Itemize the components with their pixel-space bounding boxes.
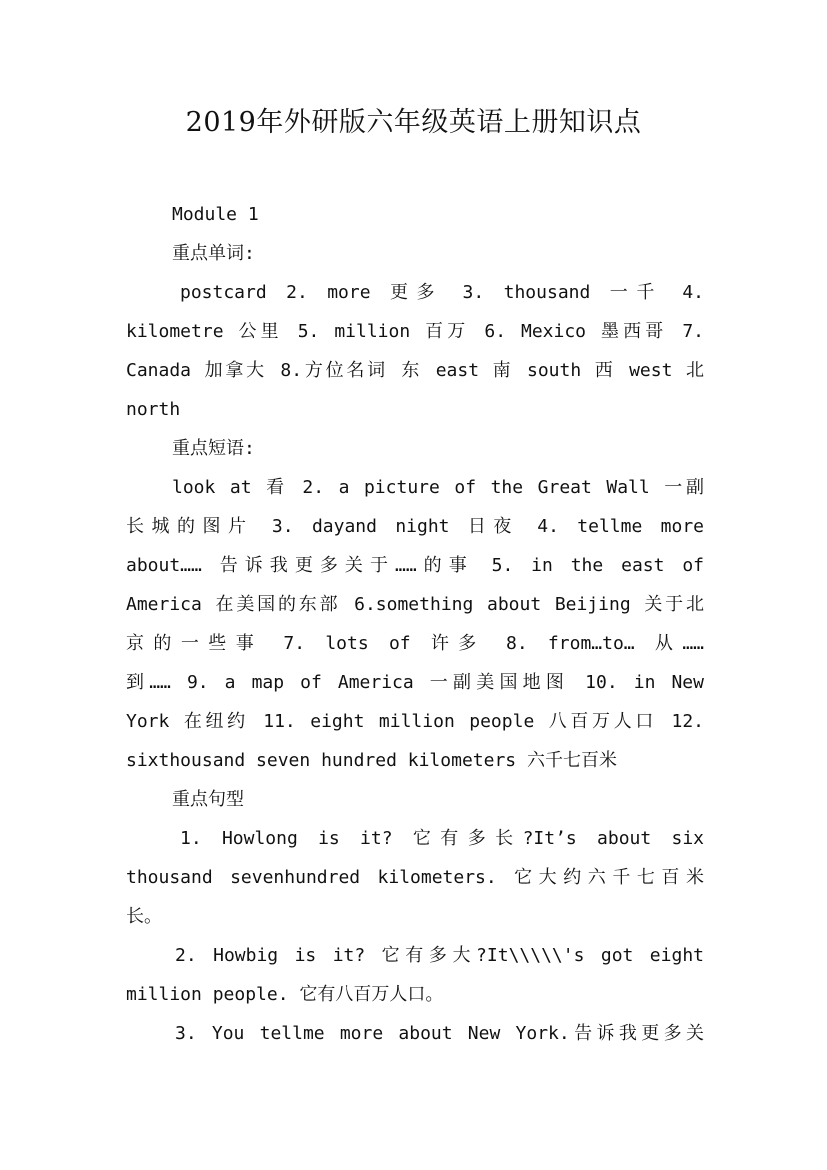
text-line: 长城的图片 3. dayand night 日夜 4. tellme more: [126, 516, 704, 537]
text-line: sixthousand seven hundred kilometers 六千七百米: [126, 750, 617, 771]
text-line: about…… 告诉我更多关于……的事 5. in the east of: [126, 555, 704, 576]
section-heading-sentences: 重点句型: [172, 789, 244, 810]
text-line: kilometre 公里 5. million 百万 6. Mexico 墨西哥 7.: [126, 321, 704, 342]
text-line: postcard 2. more 更多 3. thousand 一千 4.: [180, 282, 704, 303]
text-line: look at 看 2. a picture of the Great Wall 一副: [172, 477, 704, 498]
section-heading-words: 重点单词:: [172, 243, 255, 264]
document-title: 2019年外研版六年级英语上册知识点: [185, 107, 642, 138]
section-heading-phrases: 重点短语:: [172, 438, 255, 459]
text-line: 1. Howlong is it? 它有多长?It’s about six: [180, 828, 704, 849]
module-heading: Module 1: [172, 204, 259, 225]
text-line: 3. You tellme more about New York.告诉我更多关: [175, 1023, 704, 1044]
text-line: 长。: [126, 906, 162, 927]
document-body: [126, 195, 704, 1053]
text-line: thousand sevenhundred kilometers. 它大约六千七百米: [126, 867, 704, 888]
text-line: million people. 它有八百万人口。: [126, 984, 444, 1005]
text-line: 京的一些事 7. lots of 许多 8. from…to… 从……: [126, 633, 704, 654]
text-line: 到…… 9. a map of America 一副美国地图 10. in New: [126, 672, 704, 693]
text-line: Canada 加拿大 8.方位名词 东 east 南 south 西 west 北: [126, 360, 704, 381]
text-line: 2. Howbig is it? 它有多大?It\\\\\'s got eight: [175, 945, 704, 966]
text-line: north: [126, 399, 181, 420]
text-line: York 在纽约 11. eight million people 八百万人口 12.: [126, 711, 704, 732]
text-line: America 在美国的东部 6.something about Beijing 关于北: [126, 594, 704, 615]
